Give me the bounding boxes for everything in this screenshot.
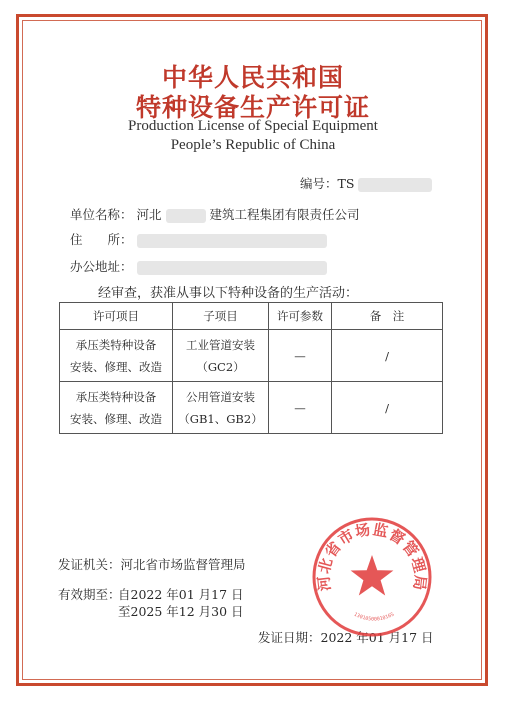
license-number [300,174,432,192]
license-table [59,302,443,434]
seal-text: 河北省市场监督管理局 [314,520,430,593]
validity-label: 有效期至： [58,587,121,602]
title-cn-line1: 中华人民共和国 [161,63,344,92]
seal-star-icon [351,555,394,596]
header-sub-item: 子项目 [173,303,269,330]
unit-name-row [70,205,360,223]
cell-text: （GB1、GB2） [178,411,263,426]
cell-sub-item [173,330,269,382]
svg-text:1301050001016S [353,612,396,623]
office-address-row [70,257,327,275]
unit-name-label: 单位名称： [70,207,133,222]
cell-text: 安装、修理、改造 [70,359,162,374]
redacted-number [358,178,432,192]
cell-remarks: / [332,382,443,434]
title-en-line2: People’s Republic of China [170,137,336,153]
cell-license-item [60,330,173,382]
redacted-unit-name [166,209,206,223]
redacted-office-address [137,261,327,275]
cell-license-item [60,382,173,434]
official-seal-icon [310,515,434,639]
cell-text: 承压类特种设备 [75,389,157,404]
cell-sub-item [173,382,269,434]
license-number-label: 编号：TS [300,176,355,191]
header-remarks: 备 注 [332,303,443,330]
seal-code: 1301050001016S [352,611,396,623]
cell-text: （GC2） [196,359,245,374]
office-address-label: 办公地址： [70,259,133,274]
address-label: 住 所： [70,232,133,247]
title-en-line1: Production License of Special Equipment [128,118,378,134]
issuer-value: 河北省市场监督管理局 [120,557,246,572]
title-cn-line2: 特种设备生产许可证 [135,93,370,122]
cell-text: 工业管道安装 [186,337,255,352]
address-row [70,230,327,248]
issuer-label: 发证机关： [58,557,121,572]
issuer-row [58,555,246,573]
table-row [60,330,443,382]
table-row [60,382,443,434]
approval-statement: 经审查，获准从事以下特种设备的生产活动： [98,286,359,301]
cell-remarks: / [332,330,443,382]
cell-license-param: — [269,330,332,382]
redacted-address [137,234,327,248]
validity-to: 至2025 年12 月30 日 [118,604,244,619]
unit-name-suffix: 建筑工程集团有限责任公司 [209,207,360,222]
issue-date: 发证日期：2022 年01 月17 日 [258,630,434,645]
cell-text: 承压类特种设备 [75,337,157,352]
unit-name-prefix: 河北 [136,207,162,222]
header-license-item: 许可项目 [60,303,173,330]
table-header-row [60,303,443,330]
header-license-param: 许可参数 [269,303,332,330]
cell-text: 公用管道安装 [186,389,255,404]
cell-license-param: — [269,382,332,434]
validity-from: 自2022 年01 月17 日 [118,587,244,602]
cell-text: 安装、修理、改造 [70,411,162,426]
